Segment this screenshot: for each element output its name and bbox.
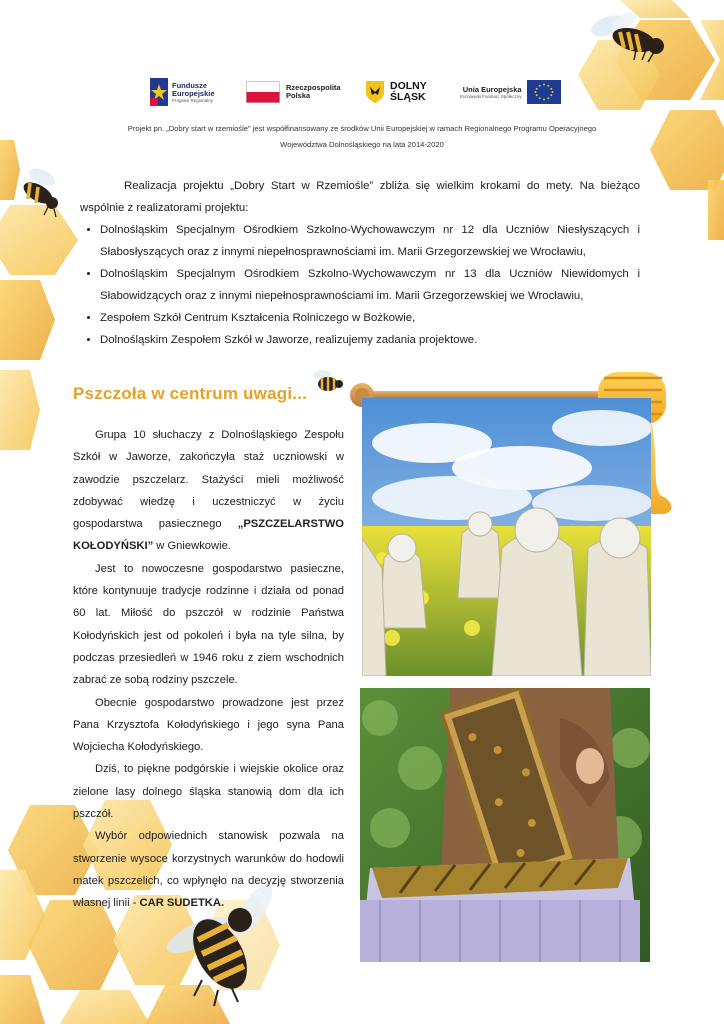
article-paragraph-3: Obecnie gospodarstwo prowadzone jest przez Pana Krzysztofa Kołodyńskiego i jego syna Pana Wojciecha Kołodyńskiego.: [73, 696, 344, 754]
beehive-frame-photo: [360, 688, 650, 962]
unia-europejska-logo: [460, 74, 585, 110]
article-paragraph-1: [73, 424, 344, 558]
fe-star-icon: [150, 78, 168, 106]
bee-line-name: CAR SUDETKA.: [139, 897, 225, 910]
beekeepers-field-photo: [362, 398, 651, 676]
eagle-shield-icon: [365, 80, 385, 104]
list-item: • Dolnośląskim Zespołem Szkół w Jaworze, realizujemy zadania projektowe.: [100, 329, 640, 351]
ue-sub: Europejski Fundusz Społeczny: [460, 93, 522, 99]
funding-statement: [60, 121, 664, 153]
polish-flag-icon: [246, 81, 280, 103]
fundusze-europejskie-logo: [150, 74, 240, 110]
intro-section: [80, 175, 640, 351]
article-paragraph-2: Jest to nowoczesne gospodarstwo pasieczne, które kontynuuje tradycje rodzinne i działa od ponad 60 lat. Miłość do pszczół w rodzinie Państwa Kołodyńskich jest od pokoleń i była na tyle silna, by podczas przesiedleń w 1946 roku z ziem wschodnich zabrać ze sobą rodziny pszczele.: [73, 562, 344, 687]
bee-icon: [308, 366, 344, 398]
funding-line-1: Projekt pn. „Dobry start w rzemiośle” jest współfinansowany ze środków Unii Europejskiej w ramach Regionalnego Programu Operacyjnego: [127, 124, 597, 133]
funding-line-2: Województwa Dolnośląskiego na lata 2014-2020: [280, 140, 444, 149]
fe-title-2: Europejskie: [172, 88, 215, 98]
p1-text-b: w Gniewkowie.: [153, 540, 231, 553]
logo-bar: [150, 74, 580, 110]
article-body: [73, 424, 344, 915]
section-heading: Pszczoła w centrum uwagi...: [73, 384, 308, 403]
list-item: • Dolnośląskim Specjalnym Ośrodkiem Szkolno-Wychowawczym nr 12 dla Uczniów Niesłyszących i Słabosłyszących oraz z innymi niepełnosprawnościami im. Marii Grzegorzewskiej we Wrocławiu,: [100, 219, 640, 263]
ue-title: Unia Europejska: [462, 84, 522, 94]
p1-text-a: Grupa 10 słuchaczy z Dolnośląskiego Zespołu Szkół w Jaworze, zakończyła staż uczniowski w zawodzie pszczelarz. Stażyści mieli możliwość zdobywać wiedzę i uczestniczyć w życiu gospodarstwa pasiecznego: [73, 429, 344, 531]
rzeczpospolita-logo: [246, 74, 346, 110]
rp-line-1: Rzeczpospolita: [286, 83, 341, 92]
bee-icon: [588, 8, 672, 64]
fe-sub: Program Regionalny: [172, 97, 214, 103]
article-paragraph-5: [73, 825, 344, 914]
p5-text-a: Wybór odpowiednich stanowisk pozwala na stworzenie wysoce korzystnych warunków do hodowli matek pszczelich, co wpłynęło na decyzję stworzenia własnej linii -: [73, 830, 344, 910]
fe-title-1: Fundusze: [172, 80, 207, 90]
apiary-name: „PSZCZELARSTWO KOŁODYŃSKI”: [73, 518, 344, 553]
partners-list: [80, 219, 640, 351]
ds-line-1: DOLNY: [390, 80, 427, 92]
eu-flag-icon: [527, 80, 561, 104]
bee-icon: [8, 165, 70, 217]
rp-line-2: Polska: [286, 91, 311, 100]
list-item: • Dolnośląskim Specjalnym Ośrodkiem Szkolno-Wychowawczym nr 13 dla Uczniów Niewidomych i Słabowidzących oraz z innymi niepełnosprawnościami im. Marii Grzegorzewskiej we Wrocławiu,: [100, 263, 640, 307]
intro-paragraph: Realizacja projektu „Dobry Start w Rzemiośle” zbliża się wielkim krokami do mety. Na bieżąco wspólnie z realizatorami projektu:: [80, 180, 640, 214]
dolny-slask-logo: [365, 74, 445, 110]
list-item: • Zespołem Szkół Centrum Kształcenia Rolniczego w Bożkowie,: [100, 307, 640, 329]
article-paragraph-4: Dziś, to piękne podgórskie i wiejskie okolice oraz zielone lasy dolnego śląska stanowią dom dla ich pszczół.: [73, 763, 344, 821]
ds-line-2: ŚLĄSK: [390, 91, 426, 103]
